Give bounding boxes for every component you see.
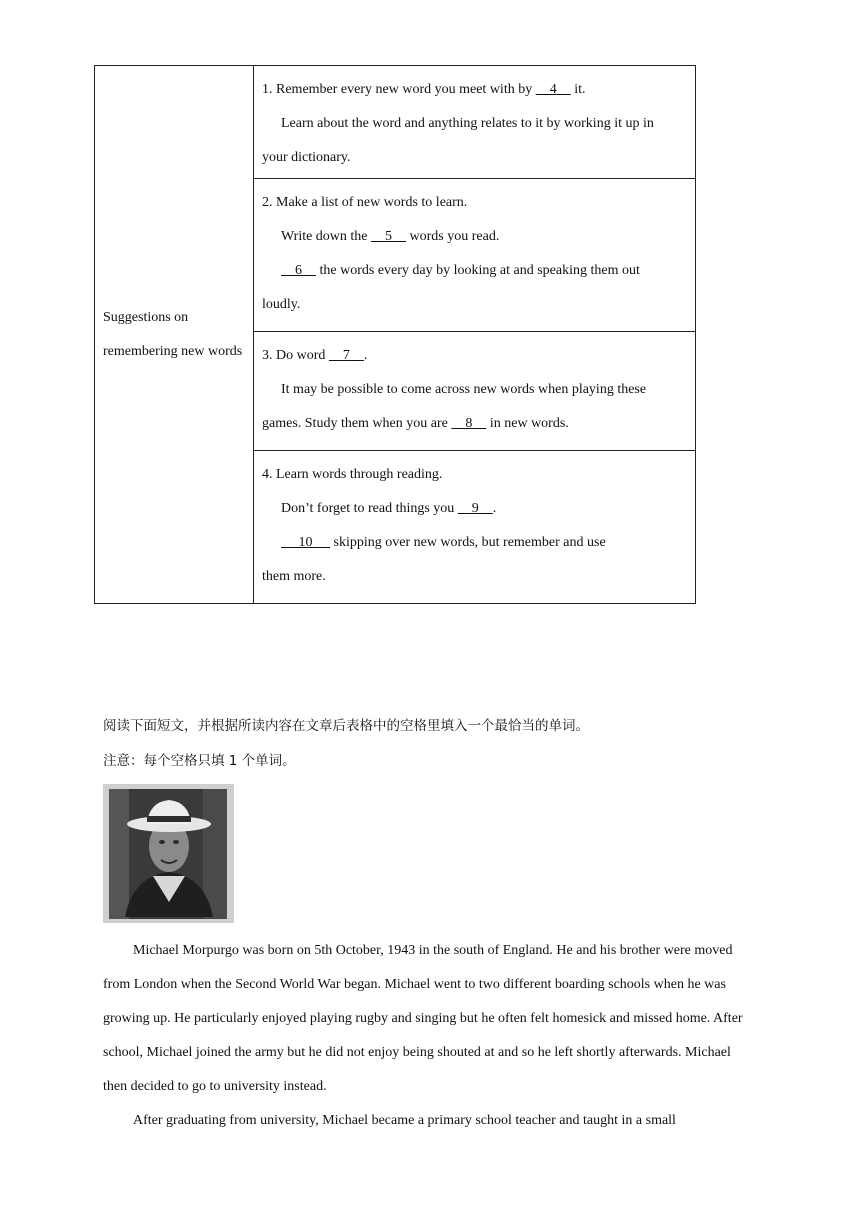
author-photo	[103, 784, 234, 923]
row2-line4: loudly.	[262, 297, 301, 312]
row2-line2: Write down the	[281, 229, 372, 244]
passage	[103, 934, 758, 1138]
row3-line1: 3. Do word	[262, 348, 329, 363]
row4-line4: them more.	[262, 569, 326, 584]
row2-line3: the words every day by looking at and speaking them out	[316, 263, 640, 278]
row4-line3: skipping over new words, but remember and use	[330, 535, 606, 550]
blank-10: 10	[298, 535, 313, 550]
row2-line1: 2. Make a list of new words to learn.	[262, 195, 468, 210]
suggestion-row-3: 3. Do word 7 . It may be possible to come across new words when playing these games. Study them when you are 8 in new words.	[254, 332, 696, 451]
row1-line2: Learn about the word and anything relates to it by working it up in	[281, 116, 654, 131]
passage-paragraph-1: Michael Morpurgo was born on 5th October, 1943 in the south of England. He and his brother were moved from London when the Second World War began. Michael went to two different boarding schools when he was growing up. He particularly enjoyed playing rugby and singing but he often felt homesick and missed home. After school, Michael joined the army but he did not enjoy being shouted at and so he left shortly afterwards. Michael then decided to go to university instead.	[103, 943, 743, 1094]
suggestion-row-4: 4. Learn words through reading. Don’t forget to read things you 9 . 10 skipping over new words, but remember and use them more.	[254, 451, 696, 604]
suggestion-row-1: 1. Remember every new word you meet with by 4 it. Learn about the word and anything relates to it by working it up in your dictionary.	[254, 66, 696, 179]
row3-line3: games. Study them when you are	[262, 416, 452, 431]
blank-4: 4	[549, 82, 557, 97]
suggestion-row-2: 2. Make a list of new words to learn. Write down the 5 words you read. 6 the words every day by looking at and speaking them out loudly.	[254, 179, 696, 332]
instruction-line-1: 阅读下面短文，并根据所读内容在文章后表格中的空格里填入一个最恰当的单词。	[103, 718, 589, 734]
blank-8: 8	[465, 416, 473, 431]
table-label: Suggestions on remembering new words	[103, 309, 243, 359]
blank-7: 7	[342, 348, 350, 363]
suggestions-table	[94, 65, 696, 604]
row3-line2: It may be possible to come across new words when playing these	[281, 382, 647, 397]
instruction-line-2: 注意：每个空格只填 1 个单词。	[103, 753, 296, 769]
row1-line1: 1. Remember every new word you meet with by	[262, 82, 536, 97]
blank-6: 6	[295, 263, 302, 278]
row4-line2: Don’t forget to read things you	[281, 501, 458, 516]
table-label-cell	[95, 66, 254, 604]
passage-paragraph-2: After graduating from university, Michael became a primary school teacher and taught in a small	[133, 1113, 676, 1128]
row4-line1: 4. Learn words through reading.	[262, 467, 443, 482]
row1-line3: your dictionary.	[262, 150, 351, 165]
blank-5: 5	[385, 229, 393, 244]
blank-9: 9	[471, 501, 479, 516]
